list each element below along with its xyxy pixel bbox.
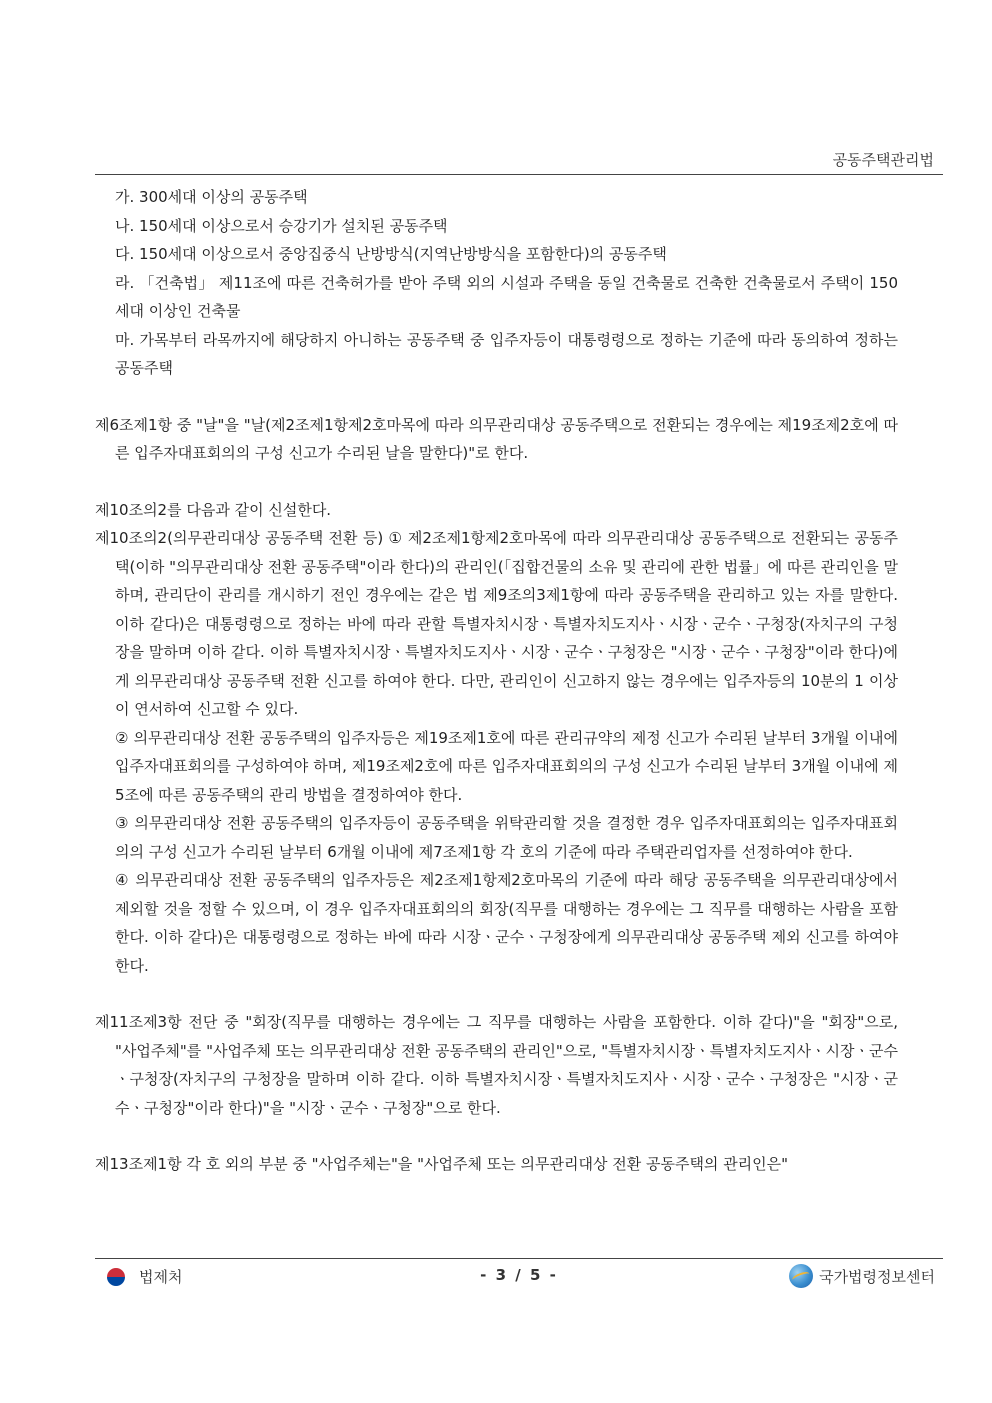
list-item: 마. 가목부터 라목까지에 해당하지 아니하는 공동주택 중 입주자등이 대통령령으로 정하는 기준에 따라 동의하여 정하는 공동주택 (115, 330, 898, 377)
article-13-amendment: 제13조제1항 각 호 외의 부분 중 "사업주체는"을 "사업주체 또는 의무관리대상 전환 공동주택의 관리인은" (95, 1155, 789, 1173)
spacer (95, 1122, 898, 1150)
page-footer (95, 1264, 943, 1290)
article-6-amendment: 제6조제1항 중 "날"을 "날(제2조제1항제2호마목에 따라 의무관리대상 공동주택으로 전환되는 경우에는 제19조제2호에 따른 입주자대표회의의 구성 신고가 수리된 날을 말한다)"로 한다. (95, 415, 898, 462)
page-header-title: 공동주택관리법 (832, 151, 934, 169)
list-item: 다. 150세대 이상으로서 중앙집중식 난방방식(지역난방방식을 포함한다)의 공동주택 (115, 245, 667, 263)
spacer (95, 980, 898, 1008)
article-10-paragraph-2: ② 의무관리대상 전환 공동주택의 입주자등은 제19조제1호에 따른 관리규약의 제정 신고가 수리된 날부터 3개월 이내에 입주자대표회의를 구성하여야 하며, 제19조제2호에 따른 입주자대표회의의 구성 신고가 수리된 날부터 3개월 이내에 제5조에 따른 공동주택의 관리 방법을 결정하여야 한다. (115, 728, 898, 804)
globe-icon (789, 1264, 813, 1288)
article-10-intro: 제10조의2를 다음과 같이 신설한다. (95, 500, 332, 519)
spacer (95, 468, 898, 496)
spacer (95, 383, 898, 411)
footer-right-label: 국가법령정보센터 (819, 1267, 935, 1286)
article-11-amendment: 제11조제3항 전단 중 "회장(직무를 대행하는 경우에는 그 직무를 대행하는 사람을 포함한다. 이하 같다)"을 "회장"으로, "사업주체"를 "사업주체 또는 의무관리대상 전환 공동주택의 관리인"으로, "특별자치시장ㆍ특별자치도지사ㆍ시장ㆍ군수ㆍ구청장(자치구의 구청장을 말하며 이하 같다. 이하 특별자치시장ㆍ특별자치도지사ㆍ시장ㆍ군수ㆍ구청장은 "시장ㆍ군수ㆍ구청장"이라 한다)"을 "시장ㆍ군수ㆍ구청장"으로 한다. (95, 1013, 898, 1117)
law-center-logo (789, 1264, 935, 1288)
list-item: 가. 300세대 이상의 공동주택 (115, 188, 308, 206)
list-item: 라. 「건축법」 제11조에 따른 건축허가를 받아 주택 외의 시설과 주택을 동일 건축물로 건축한 건축물로서 주택이 150세대 이상인 건축물 (115, 273, 898, 320)
list-item: 나. 150세대 이상으로서 승강기가 설치된 공동주택 (115, 216, 448, 235)
header-divider (95, 174, 943, 175)
footer-left-label: 법제처 (139, 1268, 183, 1286)
page-number: - 3 / 5 - (480, 1266, 558, 1284)
footer-divider (95, 1258, 943, 1259)
document-body (95, 183, 898, 1179)
article-10-paragraph-1: 제10조의2(의무관리대상 공동주택 전환 등) ① 제2조제1항제2호마목에 따라 의무관리대상 공동주택으로 전환되는 공동주택(이하 "의무관리대상 전환 공동주택"이라 한다)의 관리인(「집합건물의 소유 및 관리에 관한 법률」에 따른 관리인을 말하며, 관리단이 관리를 개시하기 전인 경우에는 같은 법 제9조의3제1항에 따라 공동주택을 관리하고 있는 자를 말한다. 이하 같다)은 대통령령으로 정하는 바에 따라 관할 특별자치시장ㆍ특별자치도지사ㆍ시장ㆍ군수ㆍ구청장(자치구의 구청장을 말하며 이하 같다. 이하 특별자치시장ㆍ특별자치도지사ㆍ시장ㆍ군수ㆍ구청장은 "시장ㆍ군수ㆍ구청장"이라 한다)에게 의무관리대상 공동주택 전환 신고를 하여야 한다. 다만, 관리인이 신고하지 않는 경우에는 입주자등의 10분의 1 이상이 연서하여 신고할 수 있다. (95, 529, 898, 718)
article-10-paragraph-4: ④ 의무관리대상 전환 공동주택의 입주자등은 제2조제1항제2호마목의 기준에 따라 해당 공동주택을 의무관리대상에서 제외할 것을 정할 수 있으며, 이 경우 입주자대표회의의 회장(직무를 대행하는 경우에는 그 직무를 대행하는 사람을 포함한다. 이하 같다)은 대통령령으로 정하는 바에 따라 시장ㆍ군수ㆍ구청장에게 의무관리대상 공동주택 제외 신고를 하여야 한다. (115, 871, 898, 975)
article-10-paragraph-3: ③ 의무관리대상 전환 공동주택의 입주자등이 공동주택을 위탁관리할 것을 결정한 경우 입주자대표회의는 입주자대표회의의 구성 신고가 수리된 날부터 6개월 이내에 제7조제1항 각 호의 기준에 따라 주택관리업자를 선정하여야 한다. (115, 814, 898, 861)
